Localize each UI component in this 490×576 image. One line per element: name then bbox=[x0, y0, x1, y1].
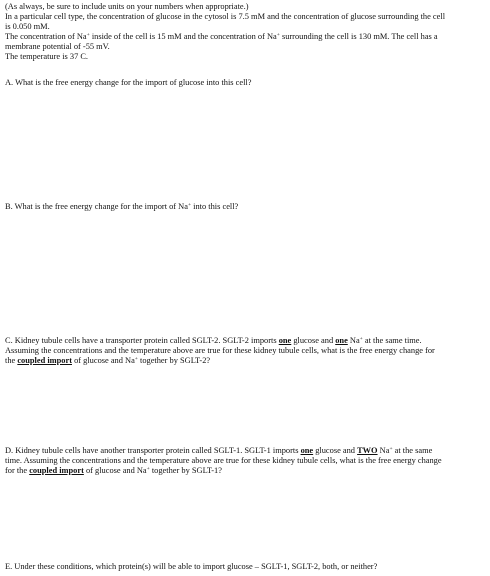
question-d-text: Na bbox=[377, 446, 390, 455]
question-e bbox=[5, 562, 485, 572]
question-c-text: Na bbox=[347, 336, 360, 345]
question-a-text: A. What is the free energy change for the import of glucose into this cell? bbox=[5, 78, 252, 87]
question-d-line-2: time. Assuming the concentrations and the temperature above are true for these kidney tubule cells, what is the free energy change bbox=[5, 456, 442, 465]
question-d-text: at the same bbox=[392, 446, 433, 455]
units-note: (As always, be sure to include units on your numbers when appropriate.) bbox=[5, 2, 249, 11]
question-c-text: together by SGLT-2? bbox=[137, 356, 211, 365]
question-c-text: C. Kidney tubule cells have a transporter protein called SGLT-2. SGLT-2 imports bbox=[5, 336, 279, 345]
plus-superscript: + bbox=[276, 32, 280, 38]
question-b-text-a: B. What is the free energy change for the import of Na bbox=[5, 202, 188, 211]
question-d-text: D. Kidney tubule cells have another transporter protein called SGLT-1. SGLT-1 imports bbox=[5, 446, 301, 455]
question-b-text-b: into this cell? bbox=[191, 202, 239, 211]
question-c bbox=[5, 336, 485, 366]
intro-section bbox=[5, 2, 485, 62]
temperature-line: The temperature is 37 C. bbox=[5, 52, 89, 61]
question-c-line-2: Assuming the concentrations and the temperature above are true for these kidney tubule cells, what is the free energy change for bbox=[5, 346, 435, 355]
sodium-text-a: The concentration of Na bbox=[5, 32, 87, 41]
question-c-line-1 bbox=[5, 336, 485, 346]
glucose-line-1: In a particular cell type, the concentration of glucose in the cytosol is 7.5 mM and the concentration of glucose surrounding the cell bbox=[5, 12, 446, 21]
question-a bbox=[5, 78, 485, 88]
question-b bbox=[5, 202, 485, 212]
glucose-line-2: is 0.050 mM. bbox=[5, 22, 50, 31]
emphasis-one: one bbox=[335, 336, 348, 345]
emphasis-one: one bbox=[300, 446, 314, 455]
plus-superscript: + bbox=[187, 202, 192, 208]
question-c-text: the bbox=[5, 356, 18, 365]
question-c-text: glucose and bbox=[291, 336, 336, 345]
plus-superscript: + bbox=[134, 356, 138, 362]
question-d-text: together by SGLT-1? bbox=[149, 466, 222, 475]
emphasis-coupled-import: coupled import bbox=[29, 466, 84, 475]
emphasis-two: TWO bbox=[357, 446, 378, 455]
question-e-text: E. Under these conditions, which protein(s) will be able to import glucose – SGLT-1, SGLT-2, both, or neither? bbox=[5, 562, 378, 571]
question-d-text: glucose and bbox=[313, 446, 358, 455]
question-c-text: of glucose and Na bbox=[72, 356, 135, 365]
question-c-text: at the same time. bbox=[362, 336, 422, 345]
question-d-line-3 bbox=[5, 466, 485, 476]
question-d-text: of glucose and Na bbox=[83, 466, 147, 475]
emphasis-coupled-import: coupled import bbox=[17, 356, 72, 365]
membrane-potential-line: membrane potential of -55 mV. bbox=[5, 42, 110, 51]
emphasis-one: one bbox=[278, 336, 292, 345]
plus-superscript: + bbox=[359, 336, 363, 342]
question-b-text bbox=[5, 202, 485, 212]
plus-superscript: + bbox=[146, 466, 150, 472]
question-d-text: for the bbox=[5, 466, 30, 475]
sodium-text-c: surrounding the cell is 130 mM. The cell has a bbox=[279, 32, 438, 41]
plus-superscript: + bbox=[389, 446, 393, 452]
question-c-line-3 bbox=[5, 356, 485, 366]
question-d bbox=[5, 446, 485, 476]
sodium-line-1 bbox=[5, 32, 485, 42]
sodium-text-b: inside of the cell is 15 mM and the concentration of Na bbox=[89, 32, 277, 41]
plus-superscript: + bbox=[86, 32, 90, 38]
question-d-line-1 bbox=[5, 446, 485, 456]
